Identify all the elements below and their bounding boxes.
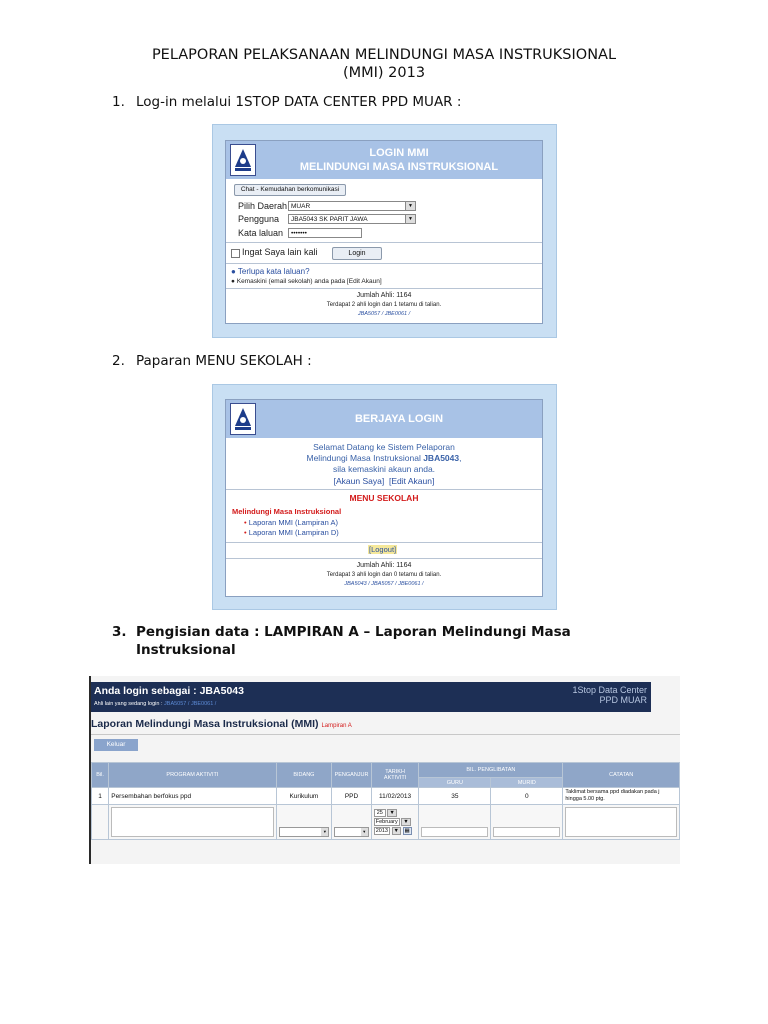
row-teacher: 35 (419, 788, 491, 805)
row-student: 0 (491, 788, 563, 805)
chevron-down-icon: ▼ (389, 809, 395, 816)
chevron-down-icon: ▼ (322, 829, 327, 834)
logged-in-as: Anda login sebagai : JBA5043 (94, 685, 244, 697)
password-input[interactable] (288, 228, 362, 238)
report-tag: Lampiran A (321, 723, 352, 729)
report-title (91, 718, 352, 730)
entry-field-cell (276, 805, 332, 840)
lampiran-a-link[interactable] (244, 518, 338, 527)
others-online-label: Ahli lain yang sedang login : (94, 701, 163, 707)
password-label: Kata laluan (238, 228, 284, 238)
update-email-note: ● Kemaskini (email sekolah) anda pada [Edit Akaun] (231, 278, 382, 285)
chevron-down-icon: ▼ (405, 202, 415, 210)
notes-textarea[interactable] (565, 807, 677, 837)
online-users[interactable]: JBA5057 / JBE0061 / (357, 311, 411, 317)
header-participants: BIL. PENGLIBATAN (419, 763, 563, 778)
divider (226, 263, 542, 264)
forgot-password-link[interactable]: ● Terlupa kata laluan? (231, 267, 310, 276)
entry-program-cell (109, 805, 276, 840)
row-notes (563, 788, 680, 805)
row-organizer: PPD (332, 788, 371, 805)
forgot-password-text: Terlupa kata laluan? (237, 267, 310, 276)
entry-notes-cell (563, 805, 680, 840)
top-bar (91, 682, 651, 712)
menu-title: MENU SEKOLAH (349, 493, 419, 503)
divider (226, 242, 542, 243)
row-no: 1 (92, 788, 109, 805)
row-date: 11/02/2013 (371, 788, 419, 805)
brand-line-2: PPD MUAR (599, 695, 647, 705)
logout-link[interactable]: [Logout] (369, 545, 397, 554)
table-row (92, 788, 680, 805)
district-value: MUAR (291, 203, 311, 210)
header-organizer: PENGANJUR (332, 763, 371, 788)
form-screenshot (89, 676, 680, 864)
login-header-subtitle: MELINDUNGI MASA INSTRUKSIONAL (299, 161, 499, 173)
entry-student-cell (491, 805, 563, 840)
header-date: TARIKH AKTIVITI (371, 763, 419, 788)
district-select[interactable] (288, 201, 416, 211)
entry-organizer-cell (332, 805, 371, 840)
remember-checkbox[interactable] (231, 249, 240, 258)
brand-line-1: 1Stop Data Center (572, 685, 647, 695)
chevron-down-icon: ▼ (393, 827, 399, 834)
login-header-title: LOGIN MMI (369, 147, 429, 159)
online-users[interactable]: JBA5043 / JBA5057 / JBE0061 / (344, 581, 424, 587)
brand (572, 685, 647, 705)
step-2 (112, 352, 312, 370)
step-3-text-line1: Pengisian data : LAMPIRAN A – Laporan Melindungi Masa (136, 624, 571, 640)
online-summary: Terdapat 3 ahli login dan 0 tetamu di talian. (326, 572, 442, 578)
welcome-line-3: sila kemaskini akaun anda. (332, 464, 436, 474)
lampiran-d-link[interactable] (244, 528, 339, 537)
login-screenshot (212, 124, 557, 338)
month-select[interactable] (374, 818, 417, 827)
entry-teacher-cell (419, 805, 491, 840)
header-field: BIDANG (276, 763, 332, 788)
login-header (226, 141, 542, 179)
document-title-line2: (MMI) 2013 (342, 65, 426, 81)
menu-header (226, 400, 542, 438)
my-account-link[interactable]: [Akaun Saya] (333, 476, 385, 486)
teacher-input[interactable] (421, 827, 488, 837)
chat-button[interactable]: Chat - Kemudahan berkomunikasi (234, 184, 346, 196)
document-title-line1: PELAPORAN PELAKSANAAN MELINDUNGI MASA INSTRUKSIONAL (151, 47, 617, 63)
divider (226, 288, 542, 289)
chevron-down-icon: ▼ (362, 829, 367, 834)
section-title: Melindungi Masa Instruksional (232, 507, 342, 516)
ministry-logo-icon (230, 403, 256, 435)
member-count: Jumlah Ahli: 1164 (356, 562, 412, 569)
account-links (226, 476, 542, 486)
organizer-select[interactable] (334, 827, 368, 837)
user-select[interactable] (288, 214, 416, 224)
year-value: 2013 (375, 827, 388, 834)
row-notes-line-1: Taklimat bersama ppd diadakan pada j (565, 789, 660, 795)
welcome-line-2 (226, 453, 542, 463)
others-online (94, 701, 216, 707)
entry-row (92, 805, 680, 840)
day-select[interactable] (374, 809, 417, 818)
user-label: Pengguna (238, 214, 280, 224)
online-summary: Terdapat 2 ahli login dan 1 tetamu di talian. (326, 302, 442, 308)
row-field: Kurikulum (276, 788, 332, 805)
others-online-links[interactable]: JBA5057 / JBE0061 / (164, 701, 217, 707)
step-1-number: 1. (112, 94, 125, 110)
member-count: Jumlah Ahli: 1164 (356, 292, 412, 299)
header-teacher: GURU (419, 778, 491, 788)
step-2-text: Paparan MENU SEKOLAH : (136, 353, 312, 369)
welcome-comma: , (459, 453, 462, 463)
field-select[interactable] (279, 827, 330, 837)
program-textarea[interactable] (111, 807, 273, 837)
step-1-text: Log-in melalui 1STOP DATA CENTER PPD MUAR : (136, 94, 462, 110)
menu-screenshot (212, 384, 557, 610)
step-2-number: 2. (112, 353, 125, 369)
chevron-down-icon: ▼ (405, 215, 415, 223)
calendar-icon[interactable]: ▦ (404, 827, 410, 834)
divider (226, 489, 542, 490)
header-notes: CATATAN (563, 763, 680, 788)
student-input[interactable] (493, 827, 560, 837)
lampiran-d-text: Laporan MMI (Lampiran D) (248, 528, 339, 537)
report-title-text: Laporan Melindungi Masa Instruksional (MMI) (91, 718, 319, 730)
step-3-text-line2: Instruksional (136, 642, 236, 658)
entry-date-cell (371, 805, 419, 840)
edit-account-link[interactable]: [Edit Akaun] (388, 476, 435, 486)
lampiran-a-text: Laporan MMI (Lampiran A) (248, 518, 338, 527)
login-panel (225, 140, 543, 324)
step-3 (112, 623, 571, 641)
divider (91, 734, 680, 735)
bullet-icon: • (244, 518, 247, 527)
remember-label: Ingat Saya lain kali (242, 247, 318, 257)
exit-button[interactable]: Keluar (94, 739, 138, 751)
row-notes-line-2: hingga 5.00 ptg. (565, 796, 605, 802)
row-program: Persembahan berfokus ppd (109, 788, 276, 805)
update-email-text: Kemaskini (email sekolah) anda pada [Edit Akaun] (236, 278, 382, 285)
month-value: February (375, 818, 398, 825)
step-1 (112, 93, 461, 111)
header-no: Bil. (92, 763, 109, 788)
login-button[interactable]: Login (332, 247, 382, 260)
ministry-logo-icon (230, 144, 256, 176)
bullet-icon: • (244, 528, 247, 537)
header-student: MURID (491, 778, 563, 788)
school-code: JBA5043 (423, 453, 460, 463)
district-label: Pilih Daerah (238, 201, 288, 211)
user-value: JBA5043 SK PARIT JAWA (291, 216, 368, 223)
menu-panel (225, 399, 543, 597)
entry-no-cell (92, 805, 109, 840)
menu-header-title: BERJAYA LOGIN (354, 413, 444, 425)
welcome-line-1: Selamat Datang ke Sistem Pelaporan (313, 442, 455, 452)
chevron-down-icon: ▼ (403, 818, 409, 825)
activity-table (91, 762, 680, 840)
welcome-text: Melindungi Masa Instruksional (306, 453, 424, 463)
step-3-number: 3. (112, 624, 127, 640)
password-value: ••••••• (291, 230, 307, 237)
divider (226, 558, 542, 559)
year-select[interactable] (374, 827, 417, 836)
day-value: 25 (374, 809, 386, 817)
divider (226, 542, 542, 543)
header-program: PROGRAM AKTIVITI (109, 763, 276, 788)
